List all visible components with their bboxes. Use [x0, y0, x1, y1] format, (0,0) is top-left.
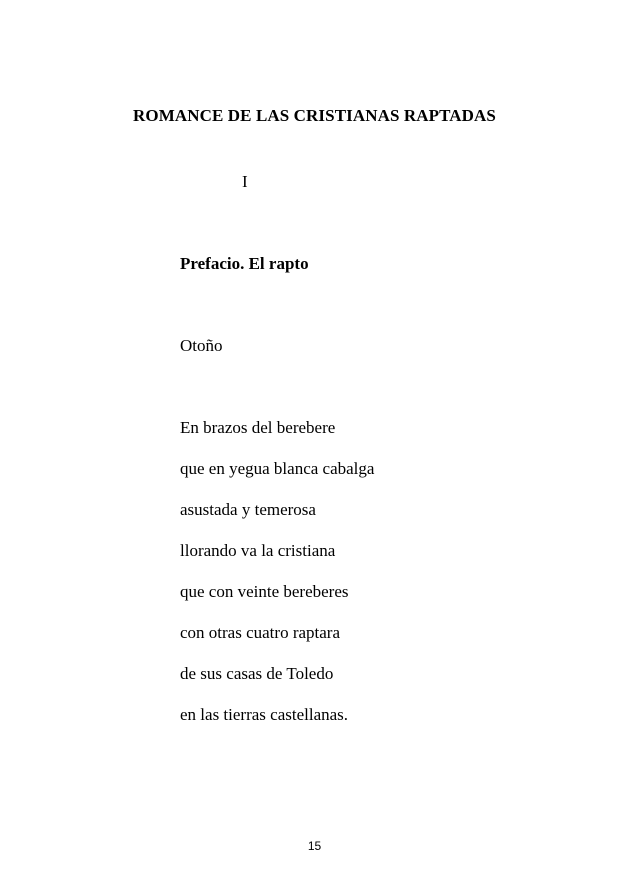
verse-line: asustada y temerosa: [180, 500, 316, 519]
section-number: I: [242, 172, 248, 191]
verse-line: llorando va la cristiana: [180, 541, 336, 560]
season-label: Otoño: [180, 336, 223, 355]
verse-line: que en yegua blanca cabalga: [180, 459, 375, 478]
page-number: 15: [307, 839, 322, 853]
verse-line: que con veinte bereberes: [180, 582, 349, 601]
verse-line: en las tierras castellanas.: [180, 705, 349, 724]
verse-list: [180, 416, 374, 744]
verse-line: En brazos del berebere: [180, 418, 336, 437]
verse-line: con otras cuatro raptara: [180, 623, 340, 642]
poem-title: ROMANCE DE LAS CRISTIANAS RAPTADAS: [133, 106, 496, 125]
verse-line: de sus casas de Toledo: [180, 664, 334, 683]
section-heading: Prefacio. El rapto: [180, 254, 309, 273]
